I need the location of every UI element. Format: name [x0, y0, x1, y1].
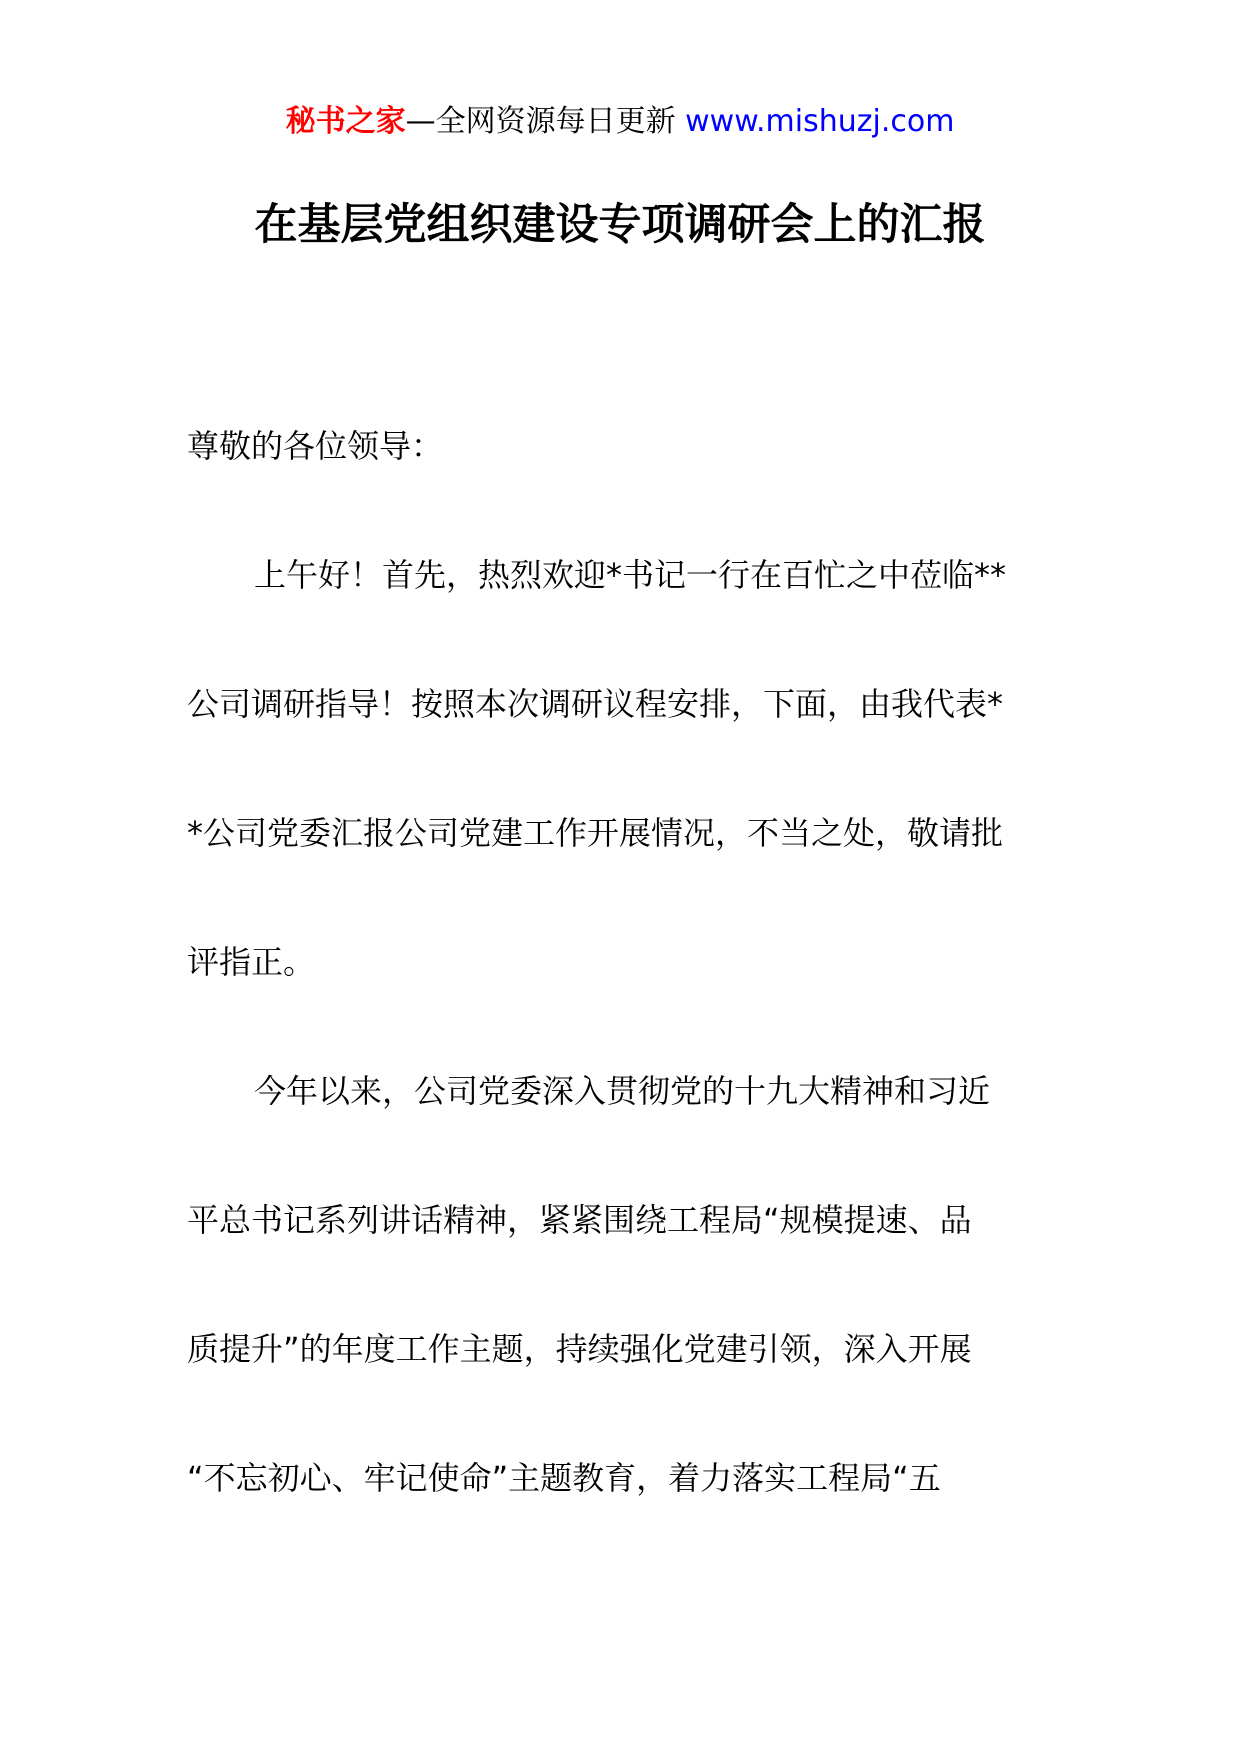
paragraph-line: *公司党委汇报公司党建工作开展情况，不当之处，敬请批 [187, 814, 1004, 852]
document-title: 在基层党组织建设专项调研会上的汇报 [254, 200, 986, 250]
paragraph-line: 质提升”的年度工作主题，持续强化党建引领，深入开展 [187, 1330, 972, 1368]
paragraph-line: 平总书记系列讲话精神，紧紧围绕工程局“规模提速、品 [187, 1201, 972, 1239]
paragraph-line: 上午好！首先，热烈欢迎*书记一行在百忙之中莅临** [254, 556, 1007, 594]
paragraph-line: 今年以来，公司党委深入贯彻党的十九大精神和习近 [254, 1072, 991, 1110]
site-header [0, 102, 1240, 142]
paragraph-line: “不忘初心、牢记使命”主题教育，着力落实工程局“五 [187, 1459, 941, 1497]
brand-name: 秘书之家 [285, 104, 406, 139]
site-url: www.mishuzj.com [685, 104, 955, 139]
site-tagline: —全网资源每日更新 [405, 104, 686, 139]
paragraph-line: 公司调研指导！按照本次调研议程安排，下面，由我代表* [187, 685, 1004, 723]
salutation-line: 尊敬的各位领导： [187, 427, 444, 465]
paragraph-line: 评指正。 [187, 943, 316, 981]
